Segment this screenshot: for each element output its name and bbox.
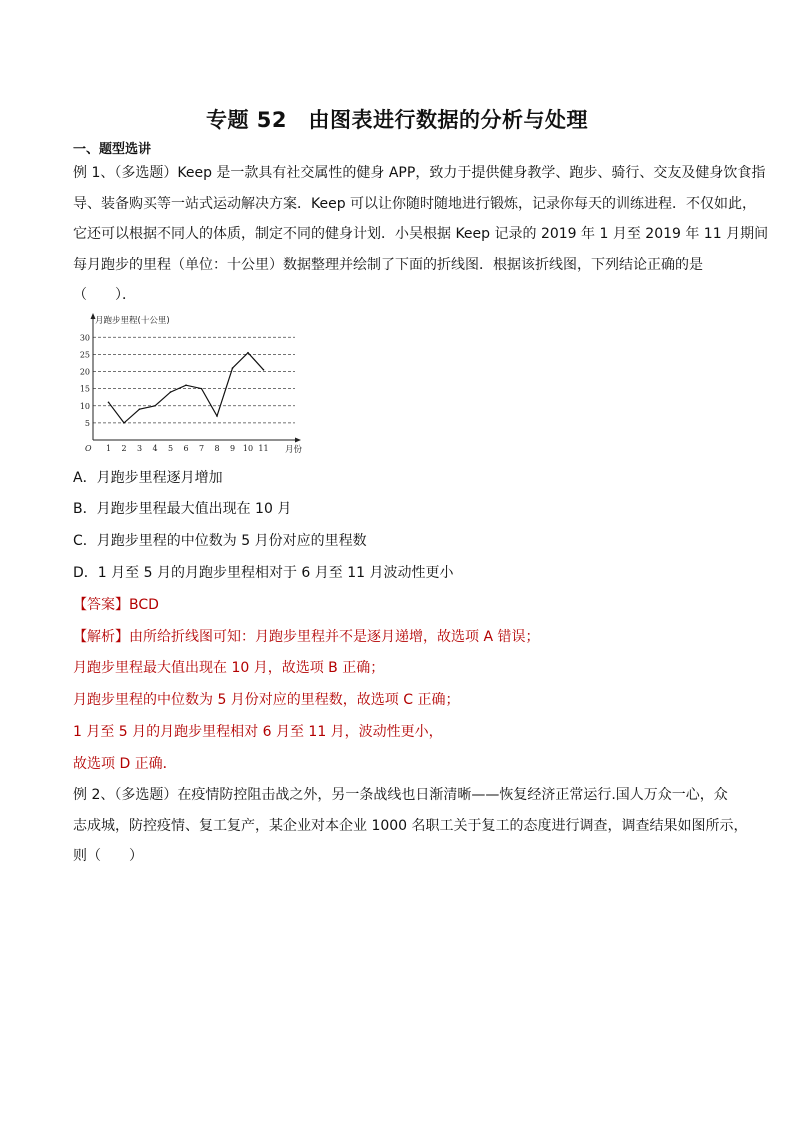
answer-line — [73, 594, 159, 614]
x-tick-label: 9 — [229, 444, 236, 453]
x-tick-label: 11 — [258, 444, 269, 453]
y-tick-label: 15 — [79, 384, 90, 394]
example1-stem — [73, 158, 769, 311]
data-point — [154, 405, 156, 407]
answer-value: BCD — [129, 597, 159, 613]
analysis-line: 1 月至 5 月的月跑步里程相对 6 月至 11 月，波动性更小， — [73, 724, 443, 740]
example2-stem — [73, 780, 748, 872]
x-tick-label: 1 — [105, 444, 112, 453]
line-chart — [73, 313, 303, 458]
x-tick-label: 10 — [242, 444, 254, 453]
answer-label: 【答案】 — [73, 597, 129, 613]
data-point — [247, 352, 249, 354]
analysis-line — [73, 626, 539, 646]
x-axis-label: 月份 — [285, 445, 303, 455]
option-c: C．月跑步里程的中位数为 5 月份对应的里程数 — [73, 533, 367, 549]
stem-line: 导、装备购买等一站式运动解决方案．Keep 可以让你随时随地进行锻炼，记录你每天的训练进程．不仅如此， — [73, 195, 757, 212]
option-a: A．月跑步里程逐月增加 — [73, 470, 223, 486]
stem-line: 则（ ） — [73, 848, 143, 864]
origin-label: O — [85, 444, 92, 453]
data-point — [139, 408, 141, 410]
x-tick-label: 2 — [121, 444, 127, 453]
page-title: 专题 52 由图表进行数据的分析与处理 — [205, 108, 589, 132]
stem-line: 每月跑步的里程（单位：十公里）数据整理并绘制了下面的折线图．根据该折线图，下列结论正确的是 — [73, 256, 703, 273]
series-line — [109, 353, 264, 423]
data-point — [108, 402, 110, 404]
x-tick-label: 7 — [198, 444, 205, 453]
y-axis-label: 月跑步里程(十公里) — [95, 316, 170, 326]
data-point — [263, 369, 265, 371]
y-tick-label: 30 — [79, 333, 90, 343]
data-point — [123, 422, 125, 424]
option-b: B．月跑步里程最大值出现在 10 月 — [73, 501, 292, 517]
x-tick-label: 8 — [214, 444, 220, 453]
analysis-line: 月跑步里程的中位数为 5 月份对应的里程数，故选项 C 正确； — [73, 692, 460, 708]
y-tick-label: 20 — [79, 367, 90, 377]
analysis-label: 【解析】 — [73, 629, 129, 645]
data-point — [216, 415, 218, 417]
stem-line: 它还可以根据不同人的体质，制定不同的健身计划．小吴根据 Keep 记录的 2019 年 1 月至 2019 年 11 月期间 — [73, 226, 769, 242]
analysis-line: 故选项 D 正确． — [73, 756, 177, 772]
data-point — [185, 384, 187, 386]
x-tick-label: 3 — [136, 444, 143, 453]
y-tick-label: 10 — [79, 401, 90, 411]
x-tick-label: 4 — [152, 444, 158, 453]
mileage-line-chart — [73, 313, 303, 458]
stem-line: 例 2、（多选题）在疫情防控阻击战之外，另一条战线也日渐清晰——恢复经济正常运行.国人万众一心，众 — [73, 787, 728, 803]
data-point — [232, 367, 234, 369]
data-point — [201, 388, 203, 390]
x-tick-label: 6 — [183, 444, 189, 453]
y-tick-label: 25 — [79, 350, 90, 360]
y-tick-label: 5 — [84, 418, 90, 428]
analysis-text: 由所给折线图可知：月跑步里程并不是逐月递增，故选项 A 错误； — [129, 629, 540, 645]
section-heading: 一、题型选讲 — [73, 142, 152, 157]
x-axis-arrow — [295, 438, 301, 443]
stem-line: 例 1、（多选题）Keep 是一款具有社交属性的健身 APP，致力于提供健身教学、跑步、骑行、交友及健身饮食指 — [73, 165, 766, 181]
data-point — [170, 391, 172, 393]
option-d: D．1 月至 5 月的月跑步里程相对于 6 月至 11 月波动性更小 — [73, 565, 454, 581]
x-tick-label: 5 — [167, 444, 174, 453]
stem-line: 志成城，防控疫情、复工复产，某企业对本企业 1000 名职工关于复工的态度进行调查，调查结果如图所示， — [73, 817, 748, 834]
stem-line: （ ）． — [73, 287, 136, 303]
analysis-line: 月跑步里程最大值出现在 10 月，故选项 B 正确； — [73, 660, 385, 676]
